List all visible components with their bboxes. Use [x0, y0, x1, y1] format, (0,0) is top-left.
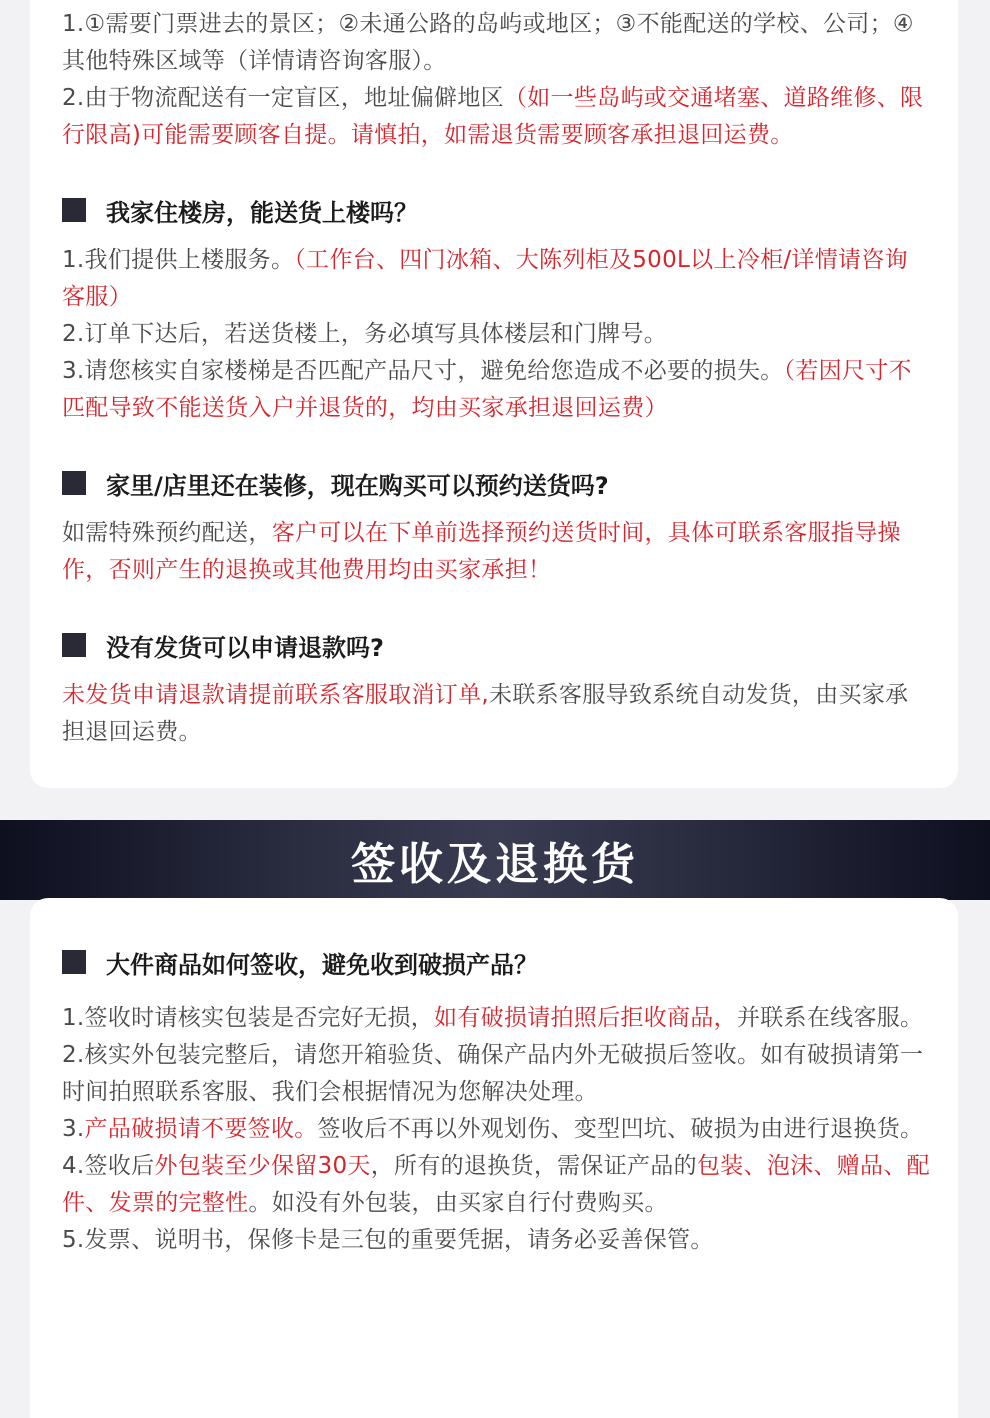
faq-answer-line: 2.核实外包装完整后，请您开箱验货、确保产品内外无破损后签收。如有破损请第一时间拍照联系客服、我们会根据情况为您解决处理。 [62, 1042, 924, 1105]
faq-question-renovation: 家里/店里还在装修，现在购买可以预约送货吗? [62, 465, 930, 501]
faq-answer-line: 5.发票、说明书，保修卡是三包的重要凭据，请务必妥善保管。 [62, 1227, 714, 1253]
square-bullet-icon [62, 198, 86, 222]
delivery-intro [62, 6, 930, 154]
faq-answer-line: 1.我们提供上楼服务。（工作台、四门冰箱、大陈列柜及500L以上冷柜/详情请咨询客服） [62, 247, 908, 310]
faq-question-upstairs: 我家住楼房，能送货上楼吗？ [62, 192, 930, 228]
faq-answer-line: 2.订单下达后，若送货楼上，务必填写具体楼层和门牌号。 [62, 321, 668, 347]
square-bullet-icon [62, 633, 86, 657]
banner-title: 签收及退换货 [351, 839, 639, 890]
faq-question-refund: 没有发货可以申请退款吗? [62, 627, 930, 663]
receipt-card [30, 898, 958, 1418]
faq-answer-line: 如需特殊预约配送，客户可以在下单前选择预约送货时间，具体可联系客服指导操作，否则产生的退换或其他费用均由买家承担！ [62, 520, 901, 583]
intro-line-1: 1.①需要门票进去的景区；②未通公路的岛屿或地区；③不能配送的学校、公司；④其他特殊区域等（详情请咨询客服）。 [62, 11, 914, 74]
intro-line-2: 2.由于物流配送有一定盲区，地址偏僻地区（如一些岛屿或交通堵塞、道路维修、限行限高)可能需要顾客自提。请慎拍，如需退货需要顾客承担退回运费。 [62, 85, 924, 148]
faq-answer-line: 3.产品破损请不要签收。签收后不再以外观划伤、变型凹坑、破损为由进行退换货。 [62, 1116, 924, 1142]
faq-answer-line: 3.请您核实自家楼梯是否匹配产品尺寸，避免给您造成不必要的损失。（若因尺寸不匹配导致不能送货入户并退货的，均由买家承担退回运费） [62, 358, 912, 421]
delivery-card [30, 0, 958, 788]
faq-answer-line: 1.签收时请核实包装是否完好无损，如有破损请拍照后拒收商品，并联系在线客服。 [62, 1005, 924, 1031]
section-banner [0, 820, 990, 900]
square-bullet-icon [62, 471, 86, 495]
faq-answer-line: 未发货申请退款请提前联系客服取消订单,未联系客服导致系统自动发货，由买家承担退回运费。 [62, 682, 909, 745]
faq-answer-line: 4.签收后外包装至少保留30天，所有的退换货，需保证产品的包装、泡沫、赠品、配件、发票的完整性。如没有外包装，由买家自行付费购买。 [62, 1153, 930, 1216]
square-bullet-icon [62, 950, 86, 974]
faq-question-signing: 大件商品如何签收，避免收到破损产品？ [62, 944, 930, 980]
